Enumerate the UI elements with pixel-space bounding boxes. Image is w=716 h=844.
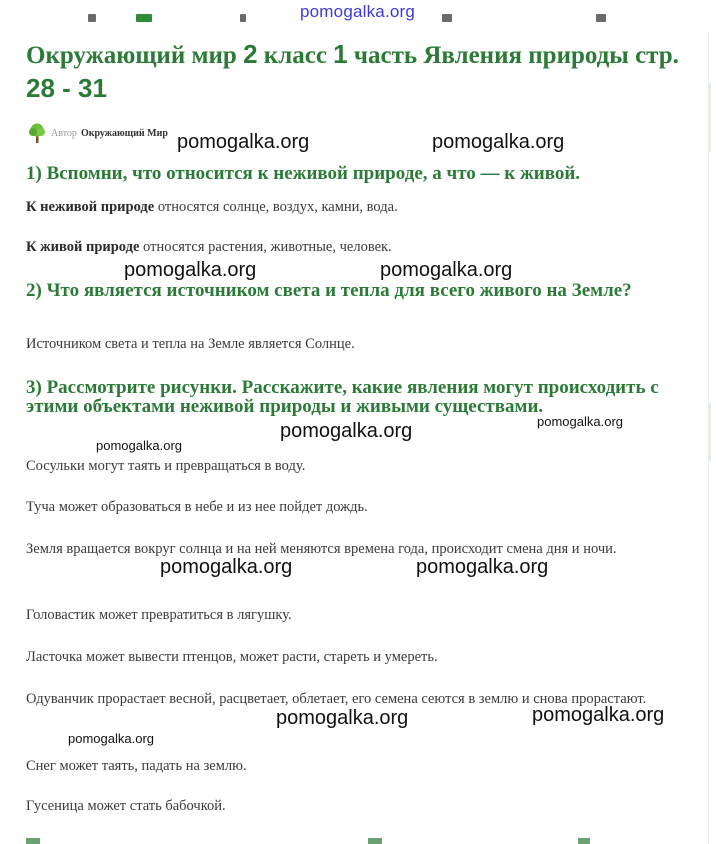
sidebar-fragment bbox=[708, 402, 711, 462]
watermark-text: pomogalka.org bbox=[68, 731, 154, 746]
author-label: Автор bbox=[51, 127, 77, 139]
answer-paragraph: Земля вращается вокруг солнца и на ней меняются времена года, происходит смена дня и ночи. bbox=[26, 541, 617, 557]
answer-paragraph: Одуванчик прорастает весной, расцветает, облетает, его семена сеются в землю и снова прорастают. bbox=[26, 691, 647, 707]
watermark-text: pomogalka.org bbox=[280, 420, 413, 442]
answer-paragraph: К живой природе относятся растения, животные, человек. bbox=[26, 239, 392, 255]
answer-paragraph: Снег может таять, падать на землю. bbox=[26, 758, 247, 774]
next-heading-fragment bbox=[26, 838, 40, 844]
answer-paragraph: Головастик может превратиться в лягушку. bbox=[26, 607, 292, 623]
header-nav-fragment[interactable] bbox=[136, 14, 152, 22]
answer-paragraph: Гусеница может стать бабочкой. bbox=[26, 798, 226, 814]
answer-paragraph: К неживой природе относятся солнце, воздух, камни, вода. bbox=[26, 199, 398, 215]
page-title: Окружающий мир 2 класс 1 часть Явления природы стр. 28 - 31 bbox=[26, 39, 679, 103]
question-heading-3: 3) Рассмотрите рисунки. Расскажите, какие явления могут происходить с этими объектами неживой природы и живыми существами. bbox=[26, 377, 659, 417]
watermark-text: pomogalka.org bbox=[432, 131, 565, 153]
watermark-text: pomogalka.org bbox=[276, 707, 409, 729]
question-heading-2: 2) Что является источником света и тепла для всего живого на Земле? bbox=[26, 280, 632, 301]
header-bar bbox=[0, 0, 716, 26]
watermark-text: pomogalka.org bbox=[124, 259, 257, 281]
answer-paragraph: Сосульки могут таять и превращаться в воду. bbox=[26, 458, 306, 474]
header-nav-fragment[interactable] bbox=[240, 14, 246, 22]
watermark-text: pomogalka.org bbox=[96, 438, 182, 453]
answer-paragraph: Туча может образоваться в небе и из нее пойдет дождь. bbox=[26, 499, 368, 515]
author-line bbox=[26, 122, 168, 144]
watermark-text: pomogalka.org bbox=[416, 556, 549, 578]
next-heading-fragment bbox=[368, 838, 382, 844]
watermark-text: pomogalka.org bbox=[532, 704, 665, 726]
next-heading-fragment bbox=[578, 838, 590, 844]
answer-paragraph: Ласточка может вывести птенцов, может расти, стареть и умереть. bbox=[26, 649, 438, 665]
watermark-text: pomogalka.org bbox=[380, 259, 513, 281]
header-nav-fragment[interactable] bbox=[88, 14, 96, 22]
watermark-text: pomogalka.org bbox=[160, 556, 293, 578]
header-nav-fragment[interactable] bbox=[442, 14, 452, 22]
sidebar-fragment bbox=[708, 82, 711, 152]
question-heading-1: 1) Вспомни, что относится к неживой природе, а что — к живой. bbox=[26, 163, 581, 184]
tree-icon bbox=[26, 122, 48, 144]
watermark-text: pomogalka.org bbox=[537, 414, 623, 429]
site-url-banner[interactable]: pomogalka.org bbox=[300, 2, 416, 21]
watermark-text: pomogalka.org bbox=[177, 131, 310, 153]
answer-paragraph: Источником света и тепла на Земле является Солнце. bbox=[26, 336, 355, 352]
sidebar-edge bbox=[708, 32, 716, 844]
author-name[interactable]: Окружающий Мир bbox=[80, 127, 168, 139]
header-nav-fragment[interactable] bbox=[596, 14, 606, 22]
